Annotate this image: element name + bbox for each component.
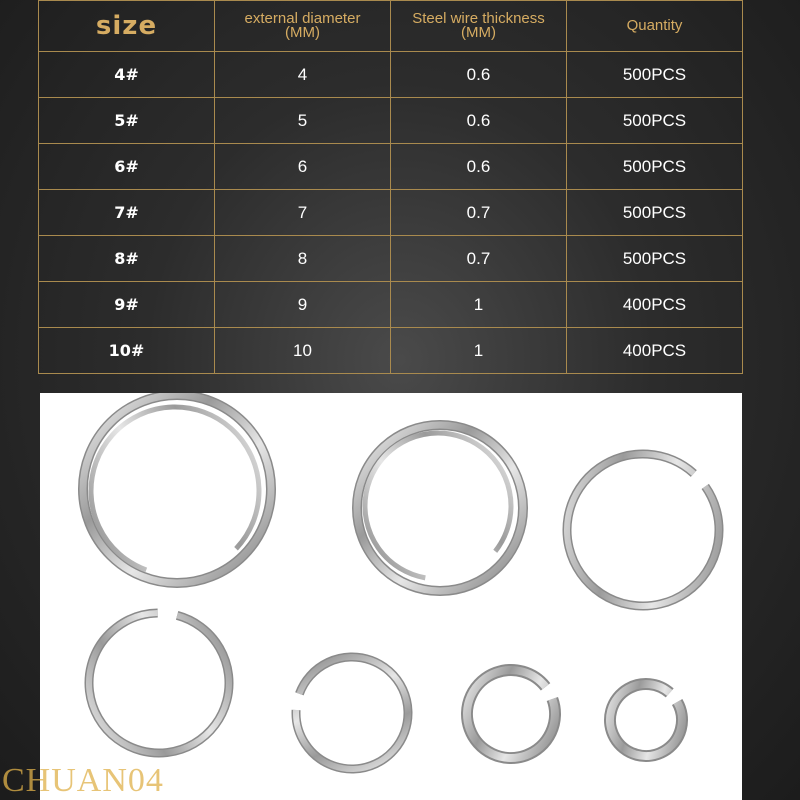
cell-size: 7#: [39, 190, 215, 236]
table-row: [39, 282, 743, 328]
cell-thickness: 1: [391, 328, 567, 374]
cell-diameter: 6: [215, 144, 391, 190]
cell-thickness: 0.7: [391, 236, 567, 282]
watermark-text: CHUAN04: [2, 762, 164, 799]
spec-table: [38, 0, 743, 374]
header-thickness-line2: (MM): [461, 24, 496, 41]
cell-diameter: 9: [215, 282, 391, 328]
table-header-row: [39, 1, 743, 52]
ring-icon: [280, 641, 424, 785]
ring-icon: [597, 671, 695, 769]
spec-table-wrapper: [38, 0, 742, 372]
ring-icon: [67, 393, 282, 599]
header-external-diameter: [215, 1, 391, 52]
header-diameter-line1: external diameter: [244, 10, 361, 27]
header-diameter-line2: (MM): [285, 24, 320, 41]
table-row: [39, 144, 743, 190]
cell-size: 5#: [39, 98, 215, 144]
table-row: [39, 328, 743, 374]
header-quantity-label: Quantity: [626, 17, 683, 34]
cell-quantity: 500PCS: [567, 190, 743, 236]
cell-size: 9#: [39, 282, 215, 328]
cell-size: 10#: [39, 328, 215, 374]
cell-thickness: 0.6: [391, 144, 567, 190]
cell-thickness: 0.7: [391, 190, 567, 236]
table-row: [39, 52, 743, 98]
cell-diameter: 4: [215, 52, 391, 98]
cell-diameter: 5: [215, 98, 391, 144]
cell-quantity: 400PCS: [567, 328, 743, 374]
ring-icon: [455, 658, 568, 771]
cell-size: 4#: [39, 52, 215, 98]
table-row: [39, 98, 743, 144]
ring-icon: [353, 421, 523, 591]
cell-thickness: 0.6: [391, 52, 567, 98]
cell-quantity: 500PCS: [567, 52, 743, 98]
header-quantity: [567, 1, 743, 52]
cell-quantity: 500PCS: [567, 144, 743, 190]
cell-quantity: 400PCS: [567, 282, 743, 328]
cell-diameter: 8: [215, 236, 391, 282]
cell-thickness: 1: [391, 282, 567, 328]
cell-size: 8#: [39, 236, 215, 282]
cell-size: 6#: [39, 144, 215, 190]
ring-icon: [73, 597, 244, 768]
header-wire-thickness: [391, 1, 567, 52]
table-row: [39, 190, 743, 236]
table-row: [39, 236, 743, 282]
cell-thickness: 0.6: [391, 98, 567, 144]
cell-quantity: 500PCS: [567, 236, 743, 282]
product-photo: [40, 393, 742, 800]
header-thickness-line1: Steel wire thickness: [412, 10, 545, 27]
cell-diameter: 7: [215, 190, 391, 236]
cell-diameter: 10: [215, 328, 391, 374]
header-size: [39, 1, 215, 52]
rings-illustration: [40, 393, 742, 800]
ring-icon: [537, 424, 742, 636]
header-size-label: size: [95, 11, 158, 41]
cell-quantity: 500PCS: [567, 98, 743, 144]
